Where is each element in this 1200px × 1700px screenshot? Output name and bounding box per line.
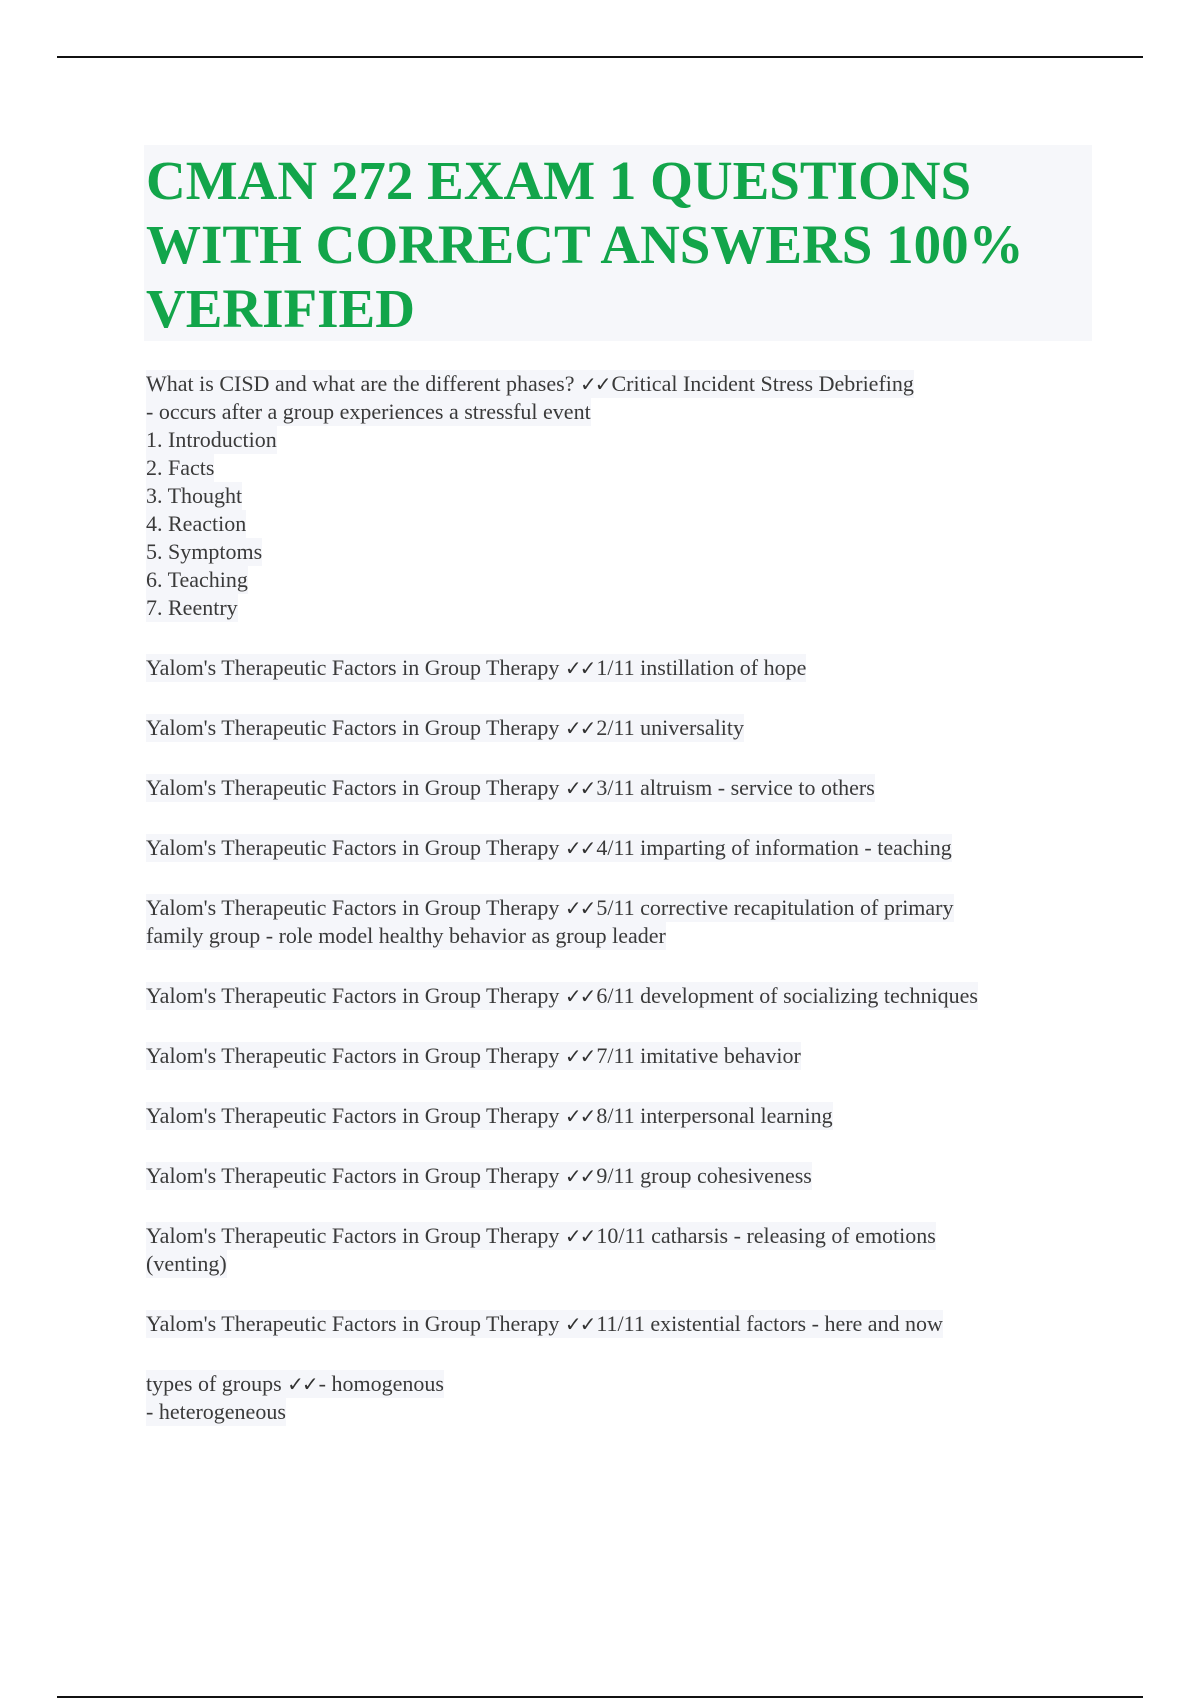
- answer-text: Critical Incident Stress Debriefing: [611, 371, 914, 396]
- title-block: [144, 145, 1092, 341]
- phase-item: 7. Reentry: [146, 595, 238, 620]
- qa-line: [146, 894, 954, 922]
- check-mark-icon: ✓✓: [564, 896, 595, 920]
- answer-text: 1/11 instillation of hope: [596, 655, 807, 680]
- qa-line: [146, 654, 806, 682]
- question-text: Yalom's Therapeutic Factors in Group Therapy: [146, 715, 560, 740]
- qa-yalom-1: [146, 654, 1106, 682]
- qa-yalom-7: [146, 1042, 1106, 1070]
- qa-line: [146, 982, 978, 1010]
- question-text: Yalom's Therapeutic Factors in Group Therapy: [146, 1163, 560, 1188]
- check-mark-icon: ✓✓: [564, 984, 595, 1008]
- answer-line: - occurs after a group experiences a stressful event: [146, 399, 591, 424]
- qa-yalom-2: [146, 714, 1106, 742]
- check-mark-icon: ✓✓: [564, 1224, 595, 1248]
- qa-cisd: [146, 370, 1106, 622]
- document-title: CMAN 272 EXAM 1 QUESTIONS WITH CORRECT ANSWERS 100% VERIFIED: [146, 150, 1024, 339]
- qa-line: [146, 1310, 943, 1338]
- phase-item: 6. Teaching: [146, 567, 248, 592]
- check-mark-icon: ✓✓: [564, 836, 595, 860]
- answer-text: 5/11 corrective recapitulation of primary: [596, 895, 954, 920]
- answer-text: 9/11 group cohesiveness: [596, 1163, 812, 1188]
- qa-yalom-5: [146, 894, 1106, 950]
- qa-yalom-3: [146, 774, 1106, 802]
- phase-item: 4. Reaction: [146, 511, 247, 536]
- qa-line: [146, 370, 914, 398]
- check-mark-icon: ✓✓: [564, 1104, 595, 1128]
- document-body: [146, 370, 1106, 1458]
- question-text: Yalom's Therapeutic Factors in Group Therapy: [146, 655, 560, 680]
- answer-line: (venting): [146, 1251, 227, 1276]
- phase-item: 5. Symptoms: [146, 539, 263, 564]
- qa-yalom-8: [146, 1102, 1106, 1130]
- check-mark-icon: ✓✓: [564, 1044, 595, 1068]
- check-mark-icon: ✓✓: [287, 1372, 317, 1396]
- check-mark-icon: ✓✓: [564, 716, 595, 740]
- question-text: Yalom's Therapeutic Factors in Group Therapy: [146, 1311, 560, 1336]
- question-text: Yalom's Therapeutic Factors in Group Therapy: [146, 1103, 560, 1128]
- qa-line: [146, 834, 952, 862]
- check-mark-icon: ✓✓: [564, 656, 595, 680]
- question-text: types of groups: [146, 1371, 282, 1396]
- answer-text: 7/11 imitative behavior: [596, 1043, 801, 1068]
- qa-yalom-9: [146, 1162, 1106, 1190]
- qa-line: [146, 1370, 444, 1398]
- answer-text: 11/11 existential factors - here and now: [596, 1311, 943, 1336]
- question-text: Yalom's Therapeutic Factors in Group Therapy: [146, 895, 560, 920]
- question-text: Yalom's Therapeutic Factors in Group Therapy: [146, 1043, 560, 1068]
- phase-item: 3. Thought: [146, 483, 243, 508]
- question-text: Yalom's Therapeutic Factors in Group Therapy: [146, 1223, 560, 1248]
- answer-text: 4/11 imparting of information - teaching: [596, 835, 952, 860]
- qa-yalom-10: [146, 1222, 1106, 1278]
- qa-line: [146, 714, 744, 742]
- qa-groups: [146, 1370, 1106, 1426]
- qa-line: [146, 1222, 936, 1250]
- qa-line: [146, 1162, 812, 1190]
- footer-rule: [57, 1696, 1143, 1698]
- phase-item: 2. Facts: [146, 455, 215, 480]
- qa-line: [146, 774, 875, 802]
- answer-text: 2/11 universality: [596, 715, 745, 740]
- question-text: What is CISD and what are the different phases?: [146, 371, 575, 396]
- check-mark-icon: ✓✓: [579, 372, 610, 396]
- answer-text: 6/11 development of socializing techniques: [596, 983, 978, 1008]
- qa-yalom-11: [146, 1310, 1106, 1338]
- qa-line: [146, 1102, 833, 1130]
- qa-line: [146, 1042, 801, 1070]
- question-text: Yalom's Therapeutic Factors in Group Therapy: [146, 983, 560, 1008]
- question-text: Yalom's Therapeutic Factors in Group Therapy: [146, 775, 560, 800]
- answer-text: 8/11 interpersonal learning: [596, 1103, 833, 1128]
- question-text: Yalom's Therapeutic Factors in Group Therapy: [146, 835, 560, 860]
- header-rule: [57, 56, 1143, 58]
- answer-text: - homogenous: [318, 1371, 444, 1396]
- phase-item: 1. Introduction: [146, 427, 277, 452]
- answer-line: family group - role model healthy behavior as group leader: [146, 923, 666, 948]
- check-mark-icon: ✓✓: [564, 1164, 595, 1188]
- qa-yalom-4: [146, 834, 1106, 862]
- answer-text: 3/11 altruism - service to others: [596, 775, 875, 800]
- answer-line: - heterogeneous: [146, 1399, 286, 1424]
- check-mark-icon: ✓✓: [564, 776, 595, 800]
- check-mark-icon: ✓✓: [564, 1312, 595, 1336]
- answer-text: 10/11 catharsis - releasing of emotions: [596, 1223, 936, 1248]
- qa-yalom-6: [146, 982, 1106, 1010]
